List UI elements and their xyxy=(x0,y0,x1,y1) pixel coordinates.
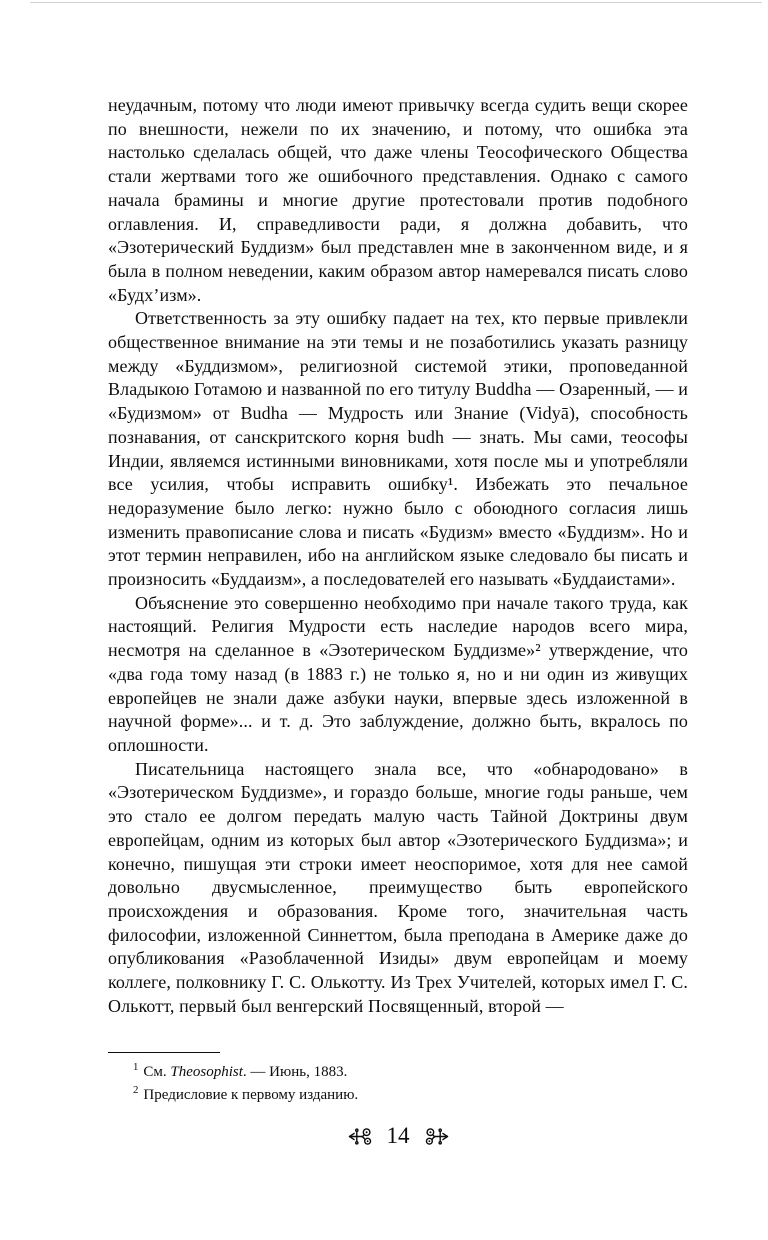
footnote-2 xyxy=(108,1084,688,1107)
paragraph-1: неудачным, потому что люди имеют привычку всегда судить вещи скорее по внешности, нежели по их значению, и потому, что ошибка эта настолько сделалась общей, что даже члены Теософического Общества стали жертвами того же ошибочного представления. Однако с самого начала брамины и многие другие протестовали против подобного оглавления. И, справедливости ради, я должна добавить, что «Эзотерический Буддизм» был представлен мне в законченном виде, и я была в полном неведении, каким образом автор намеревался писать слово «Будх’изм». xyxy=(108,95,688,305)
paragraph-3: Объяснение это совершенно необходимо при начале такого труда, как настоящий. Религия Мудрости есть наследие народов всего мира, несмотря на сделанное в «Эзотерическом Буддизме»² утверждение, что «два года тому назад (в 1883 г.) не только я, но и ни один из живущих европейцев не знали даже азбуки науки, впервые здесь изложенной в научной форме»... и т. д. Это заблуждение, должно быть, вкралось по оплошности. xyxy=(108,592,688,755)
footnote-1-text-post: . — Июнь, 1883. xyxy=(242,1064,348,1080)
footnote-1-journal-title: Theosophist xyxy=(170,1064,243,1080)
paragraph-4: Писательница настоящего знала все, что «обнародовано» в «Эзотерическом Буддизме», и гораздо больше, многие годы раньше, чем это стало ее долгом передать малую часть Тайной Доктрины двум европейцам, одним из которых был автор «Эзотерического Буддизма»; и конечно, пишущая эти строки имеет неоспоримое, хотя для нее самой довольно двусмысленное, преимущество быть европейского происхождения и образования. Кроме того, значительная часть философии, изложенной Синнеттом, была преподана в Америке даже до опубликования «Разоблаченной Изиды» двум европейцам и моему коллеге, полковнику Г. С. Олькотту. Из Трех Учителей, которых имел Г. С. Олькотт, первый был венгерский Посвященный, второй — xyxy=(108,758,688,1016)
fleuron-right-icon xyxy=(423,1126,450,1147)
page-text xyxy=(108,94,688,1018)
page-number: 14 xyxy=(386,1123,410,1148)
footnote-1 xyxy=(108,1061,688,1084)
fleuron-left-icon xyxy=(347,1126,374,1147)
footnote-1-marker: 1 xyxy=(133,1061,139,1073)
page-footer xyxy=(108,1122,688,1150)
footnotes-section xyxy=(108,1052,688,1107)
scan-edge-line xyxy=(30,2,762,3)
footnote-2-text: Предисловие к первому изданию. xyxy=(143,1087,359,1103)
footnote-separator xyxy=(108,1052,220,1053)
paragraph-2: Ответственность за эту ошибку падает на тех, кто первые привлекли общественное внимание на эти темы и не позаботились указать разницу между «Буддизмом», религиозной системой этики, проповеданной Владыкою Готамою и названной по его титулу Buddha — Озаренный, — и «Будизмом» от Budha — Мудрость или Знание (Vidyā), способность познавания, от санскритского корня budh — знать. Мы сами, теософы Индии, являемся истинными виновниками, хотя после мы и употребляли все усилия, чтобы исправить ошибку¹. Избежать это печальное недоразумение было легко: нужно было с обоюдного согласия лишь изменить правописание слова и писать «Будизм» вместо «Буддизм». Но и этот термин неправилен, ибо на английском языке следовало бы писать и произносить «Буддаизм», а последователей его называть «Буддаистами». xyxy=(108,308,688,590)
footnote-2-marker: 2 xyxy=(133,1084,139,1096)
footnote-1-text-pre: См. xyxy=(143,1064,171,1080)
